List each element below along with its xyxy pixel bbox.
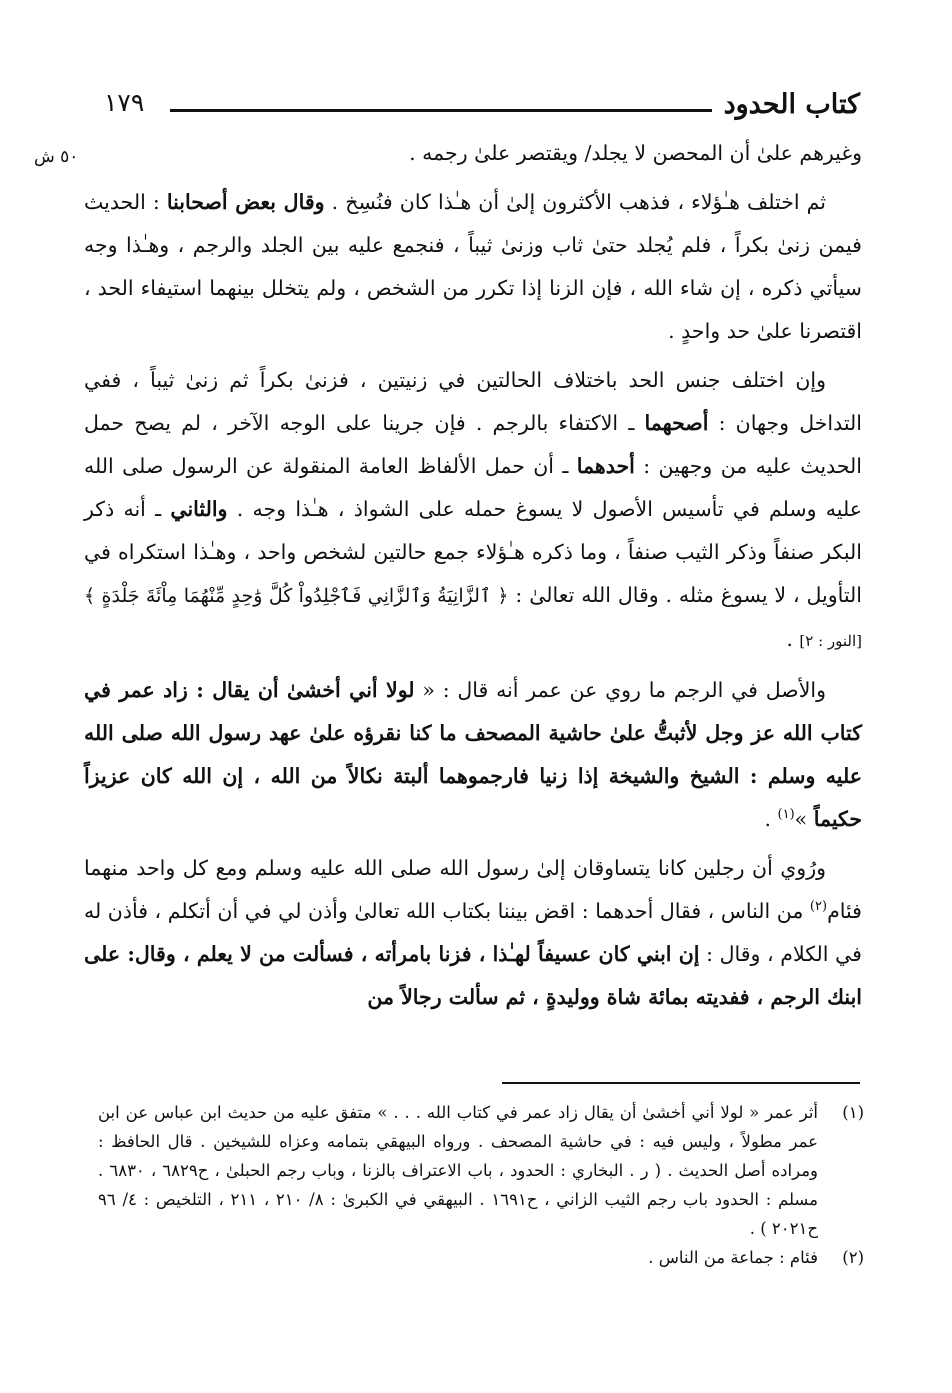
paragraph: والأصل في الرجم ما روي عن عمر أنه قال : « لولا أني أخشىٰ أن يقال : زاد عمر في كتاب الله عز وجل لأثبتُّ علىٰ حاشية المصحف ما كنا نقرؤه علىٰ عهد رسول الله صلى الله عليه وسلم : الشيخ والشيخة إذا زنيا فارجموهما ألبتة نكالاً من الله ، إن الله كان عزيزاً حكيماً »$^{(١)}$ . <box>84 678 862 831</box>
bold-phrase: والثاني <box>170 497 228 521</box>
bold-phrase: أصحهما <box>644 411 709 435</box>
paragraph-text: ـ الاكتفاء بالرجم . فإن جرينا على الوجه الآخر ، لم يصح حمل الحديث عليه من وجهين : <box>84 411 862 478</box>
footnote-text: أثر عمر « لولا أني أخشىٰ أن يقال زاد عمر في كتاب الله . . . » متفق عليه من حديث ابن عباس عن ابن عمر مطولاً ، وليس فيه : في حاشية المصحف . ورواه البيهقي بتمامه وعزاه للشيخين . قال الحافظ : ومراده أصل الحديث . ( ر . البخاري : الحدود ، باب الاعتراف بالزنا ، وباب رجم الحبلىٰ ، ح٦٨٢٩ ، ٦٨٣٠ . مسلم : الحدود باب رجم الثيب الزاني ، ح١٦٩١ . البيهقي في الكبرىٰ : ٨/ ٢١٠ ، ٢١١ ، التلخيص : ٤/ ٩٦ ح٢٠٢١ ) . <box>98 1103 818 1238</box>
paragraph-text: » <box>794 807 808 831</box>
page-number: ١٧٩ <box>104 88 145 117</box>
footnote-marker[interactable]: (٢) <box>809 899 828 915</box>
paragraph <box>84 132 862 175</box>
bold-phrase: أحدهما <box>576 454 635 478</box>
margin-note: ٥٠ ش <box>34 147 79 167</box>
paragraph <box>84 181 862 353</box>
footnote-number: (١) <box>842 1103 864 1122</box>
bold-quote: لولا أني أخشىٰ أن يقال : زاد عمر في كتاب الله عز وجل لأثبتُّ علىٰ حاشية المصحف ما كنا نقرؤه علىٰ عهد رسول الله صلى الله عليه وسلم : الشيخ والشيخة إذا زنيا فارجموهما ألبتة نكالاً من الله ، إن الله كان عزيزاً حكيماً <box>84 678 862 831</box>
paragraph-text: والأصل في الرجم ما روي عن عمر أنه قال : « <box>422 678 826 702</box>
footnote <box>98 1098 864 1243</box>
main-text <box>84 132 862 1025</box>
footnote-marker[interactable]: (١) <box>777 807 795 823</box>
paragraph-text: ثم اختلف هـٰؤلاء ، فذهب الأكثرون إلىٰ أن هـٰذا كان فنُسِخ . <box>331 190 826 214</box>
footnote <box>98 1243 864 1272</box>
paragraph-text: وإن اختلف جنس الحد باختلاف الحالتين في زنيتين ، فزنىٰ بكراً ثم زنىٰ ثيباً ، ففي التداخل وجهان : <box>84 368 862 435</box>
verse-reference: [النور : ٢] <box>799 632 862 650</box>
footnote-text: فئام : جماعة من الناس . <box>648 1248 818 1267</box>
footnotes <box>98 1098 864 1272</box>
paragraph <box>84 847 862 1019</box>
running-header-title: كتاب الحدود <box>723 89 860 120</box>
paragraph-text: ـ أن حمل الألفاظ العامة المنقولة عن الرسول صلى الله عليه وسلم في تأسيس الأصول لا يسوغ حمله على الشواذ ، هـٰذا وجه . <box>84 454 862 521</box>
paragraph-text: : الحديث فيمن زنىٰ بكراً ، فلم يُجلد حتىٰ ثاب وزنىٰ ثيباً ، فنجمع عليه بين الجلد والرجم ، وهـٰذا وجه سيأتي ذكره ، إن شاء الله ، فإن الزنا إذا تكرر من الشخص ، ولم يتخلل بينهما استيفاء الحد ، اقتصرنا علىٰ حد واحدٍ . <box>84 190 862 343</box>
footnote-number: (٢) <box>842 1248 864 1267</box>
paragraph-text: ورُوي أن رجلين كانا يتساوقان إلىٰ رسول الله صلى الله عليه وسلم ومع كل واحد منهما فئام <box>84 856 862 923</box>
quran-verse: ﴿ ٱلزَّانِيَةُ وَٱلزَّانِي فَٱجْلِدُواْ كُلَّ وَٰحِدٍ مِّنْهُمَا مِاْئَةَ جَلْدَةٍ ﴾ <box>84 585 509 607</box>
paragraph-text: وغيرهم علىٰ أن المحصن لا يجلد/ ويقتصر علىٰ رجمه . <box>409 141 862 165</box>
paragraph-text: من الناس ، فقال أحدهما : اقض بيننا بكتاب الله تعالىٰ وأذن لي في أن أتكلم ، فأذن له في الكلام ، وقال : <box>84 899 862 966</box>
bold-quote: إن ابني كان عسيفاً لهـٰذا ، فزنا بامرأته ، فسألت من لا يعلم ، وقال: على ابنك الرجم ، ففديته بمائة شاة ووليدةٍ ، ثم سألت رجالاً من <box>84 942 862 1009</box>
bold-phrase: وقال بعض أصحابنا <box>166 190 325 214</box>
paragraph: وإن اختلف جنس الحد باختلاف الحالتين في زنيتين ، فزنىٰ بكراً ثم زنىٰ ثيباً ، ففي التداخل وجهان : أصحهما ـ الاكتفاء بالرجم . فإن جرينا على الوجه الآخر ، لم يصح حمل الحديث عليه من وجهين : أحدهما ـ أن حمل الألفاظ العامة المنقولة عن الرسول صلى الله عليه وسلم في تأسيس الأصول لا يسوغ حمله على الشواذ ، هـٰذا وجه . والثاني ـ أنه ذكر البكر صنفاً وذكر الثيب صنفاً ، وما ذكره هـٰؤلاء جمع حالتين لشخص واحد ، وهـٰذا استكراه في التأويل ، لا يسوغ مثله . وقال الله تعالىٰ : ﴿ ٱلزَّانِيَةُ وَٱلزَّانِي فَٱجْلِدُواْ كُلَّ وَٰحِدٍ مِّنْهُمَا مِاْئَةَ جَلْدَةٍ ﴾ [النور : ٢] . <box>84 368 862 651</box>
footnote-rule <box>502 1082 860 1084</box>
header-rule <box>170 109 712 112</box>
paragraph-text: ـ أنه ذكر البكر صنفاً وذكر الثيب صنفاً ، وما ذكره هـٰؤلاء جمع حالتين لشخص واحد ، وهـٰذا استكراه في التأويل ، لا يسوغ مثله . وقال الله تعالىٰ : <box>84 497 862 607</box>
